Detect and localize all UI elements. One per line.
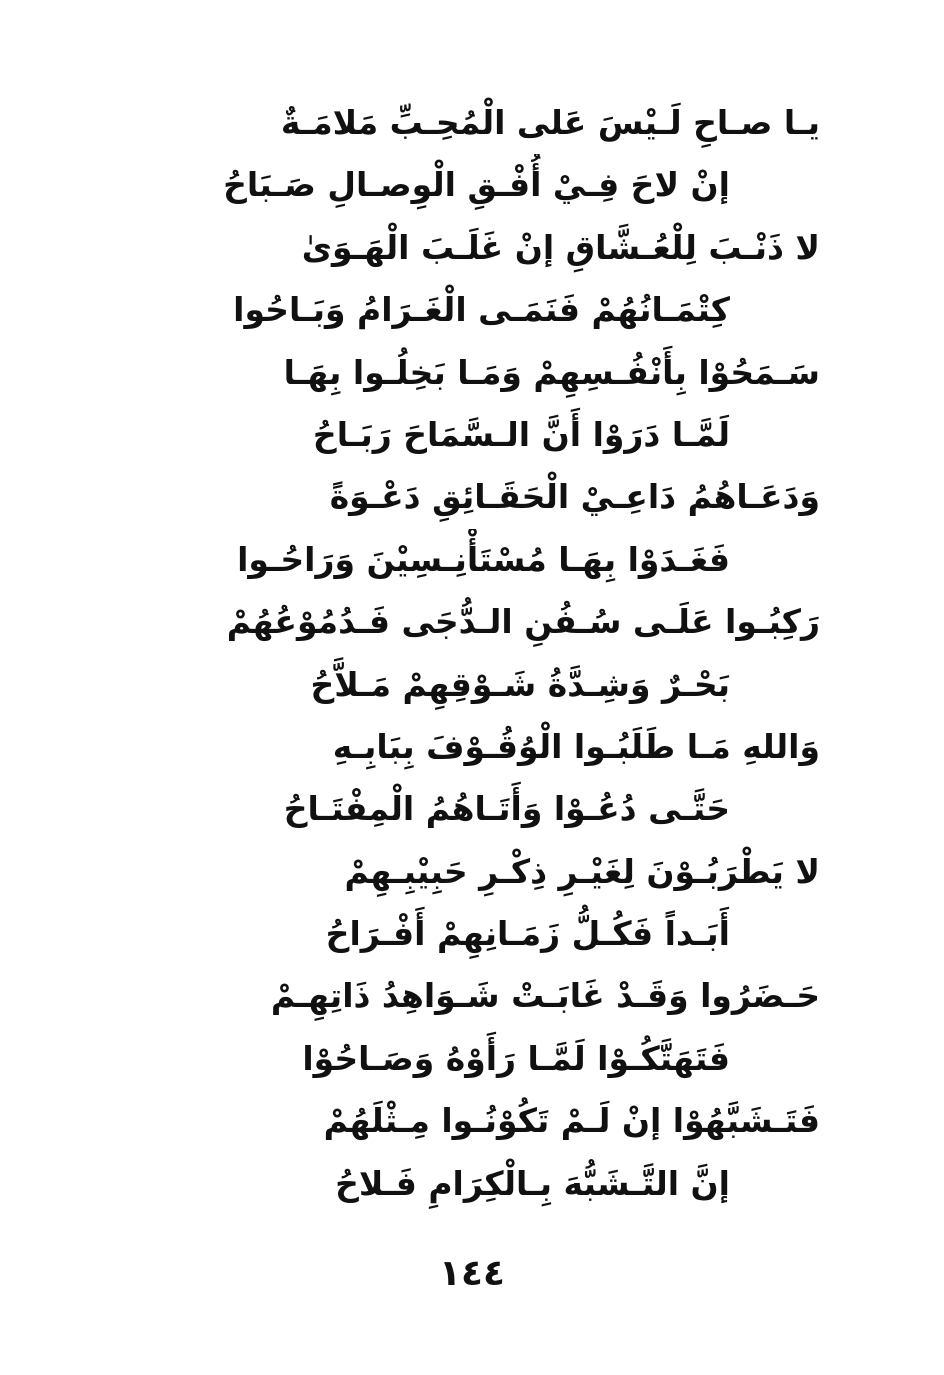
verse-line-14: أَبَـداً فَكُـلُّ زَمَـانِهِمْ أَفْـرَاحُ — [325, 914, 730, 954]
verse-line-16: فَتَهَتَّكُـوْا لَمَّـا رَأَوْهُ وَصَـاحُوْا — [302, 1038, 730, 1078]
verse-line-12: حَتَّـى دُعُـوْا وَأَتَـاهُمُ الْمِفْتَـاحُ — [283, 789, 730, 829]
verse-line-13: لا يَطْرَبُـوْنَ لِغَيْـرِ ذِكْـرِ حَبِيْبِـهِمْ — [344, 851, 820, 891]
page-number: ١٤٤ — [439, 1253, 505, 1294]
verse-line-3: لا ذَنْـبَ لِلْعُـشَّاقِ إنْ غَلَـبَ الْهَـوَىٰ — [301, 227, 820, 267]
verse-line-10: بَحْـرٌ وَشِـدَّةُ شَـوْقِهِمْ مَـلاَّحُ — [310, 664, 730, 704]
verse-line-18: إنَّ التَّـشَبُّهَ بِـالْكِرَامِ فَـلاحُ — [335, 1163, 730, 1203]
verse-line-8: فَغَـدَوْا بِهَـا مُسْتَأْنِـسِيْنَ وَرَاحُـوا — [237, 539, 730, 579]
verse-line-2: إنْ لاحَ فِـيْ أُفْـقِ الْوِصـالِ صَـبَاحُ — [223, 165, 730, 205]
verse-line-6: لَمَّـا دَرَوْا أَنَّ الـسَّمَاحَ رَبَـاحُ — [312, 414, 730, 454]
verse-line-11: وَاللهِ مَـا طَلَبُـوا الْوُقُـوْفَ بِبَابِـهِ — [332, 726, 820, 766]
verse-line-4: كِتْمَـانُهُمْ فَنَمَـى الْغَـرَامُ وَبَـاحُوا — [233, 290, 730, 330]
verse-line-15: حَـضَرُوا وَقَـدْ غَابَـتْ شَـوَاهِدُ ذَاتِهِـمْ — [270, 976, 820, 1016]
verse-line-17: فَتَـشَبَّهُوْا إنْ لَـمْ تَكُوْنُـوا مِـثْلَهُمْ — [323, 1101, 820, 1141]
verse-line-7: وَدَعَـاهُمُ دَاعِـيْ الْحَقَـائِقِ دَعْـوَةً — [329, 477, 820, 517]
verse-line-1: يـا صـاحِ لَـيْسَ عَلى الْمُحِـبِّ مَلامَـةٌ — [280, 103, 820, 142]
verse-line-5: سَـمَحُوْا بِأَنْفُـسِهِمْ وَمَـا بَخِلُـوا بِهَـا — [283, 352, 820, 392]
poem-verses — [110, 92, 820, 1215]
verse-line-9: رَكِبُـوا عَلَـى سُـفُنِ الـدُّجَى فَـدُمُوْعُهُمْ — [226, 602, 820, 642]
